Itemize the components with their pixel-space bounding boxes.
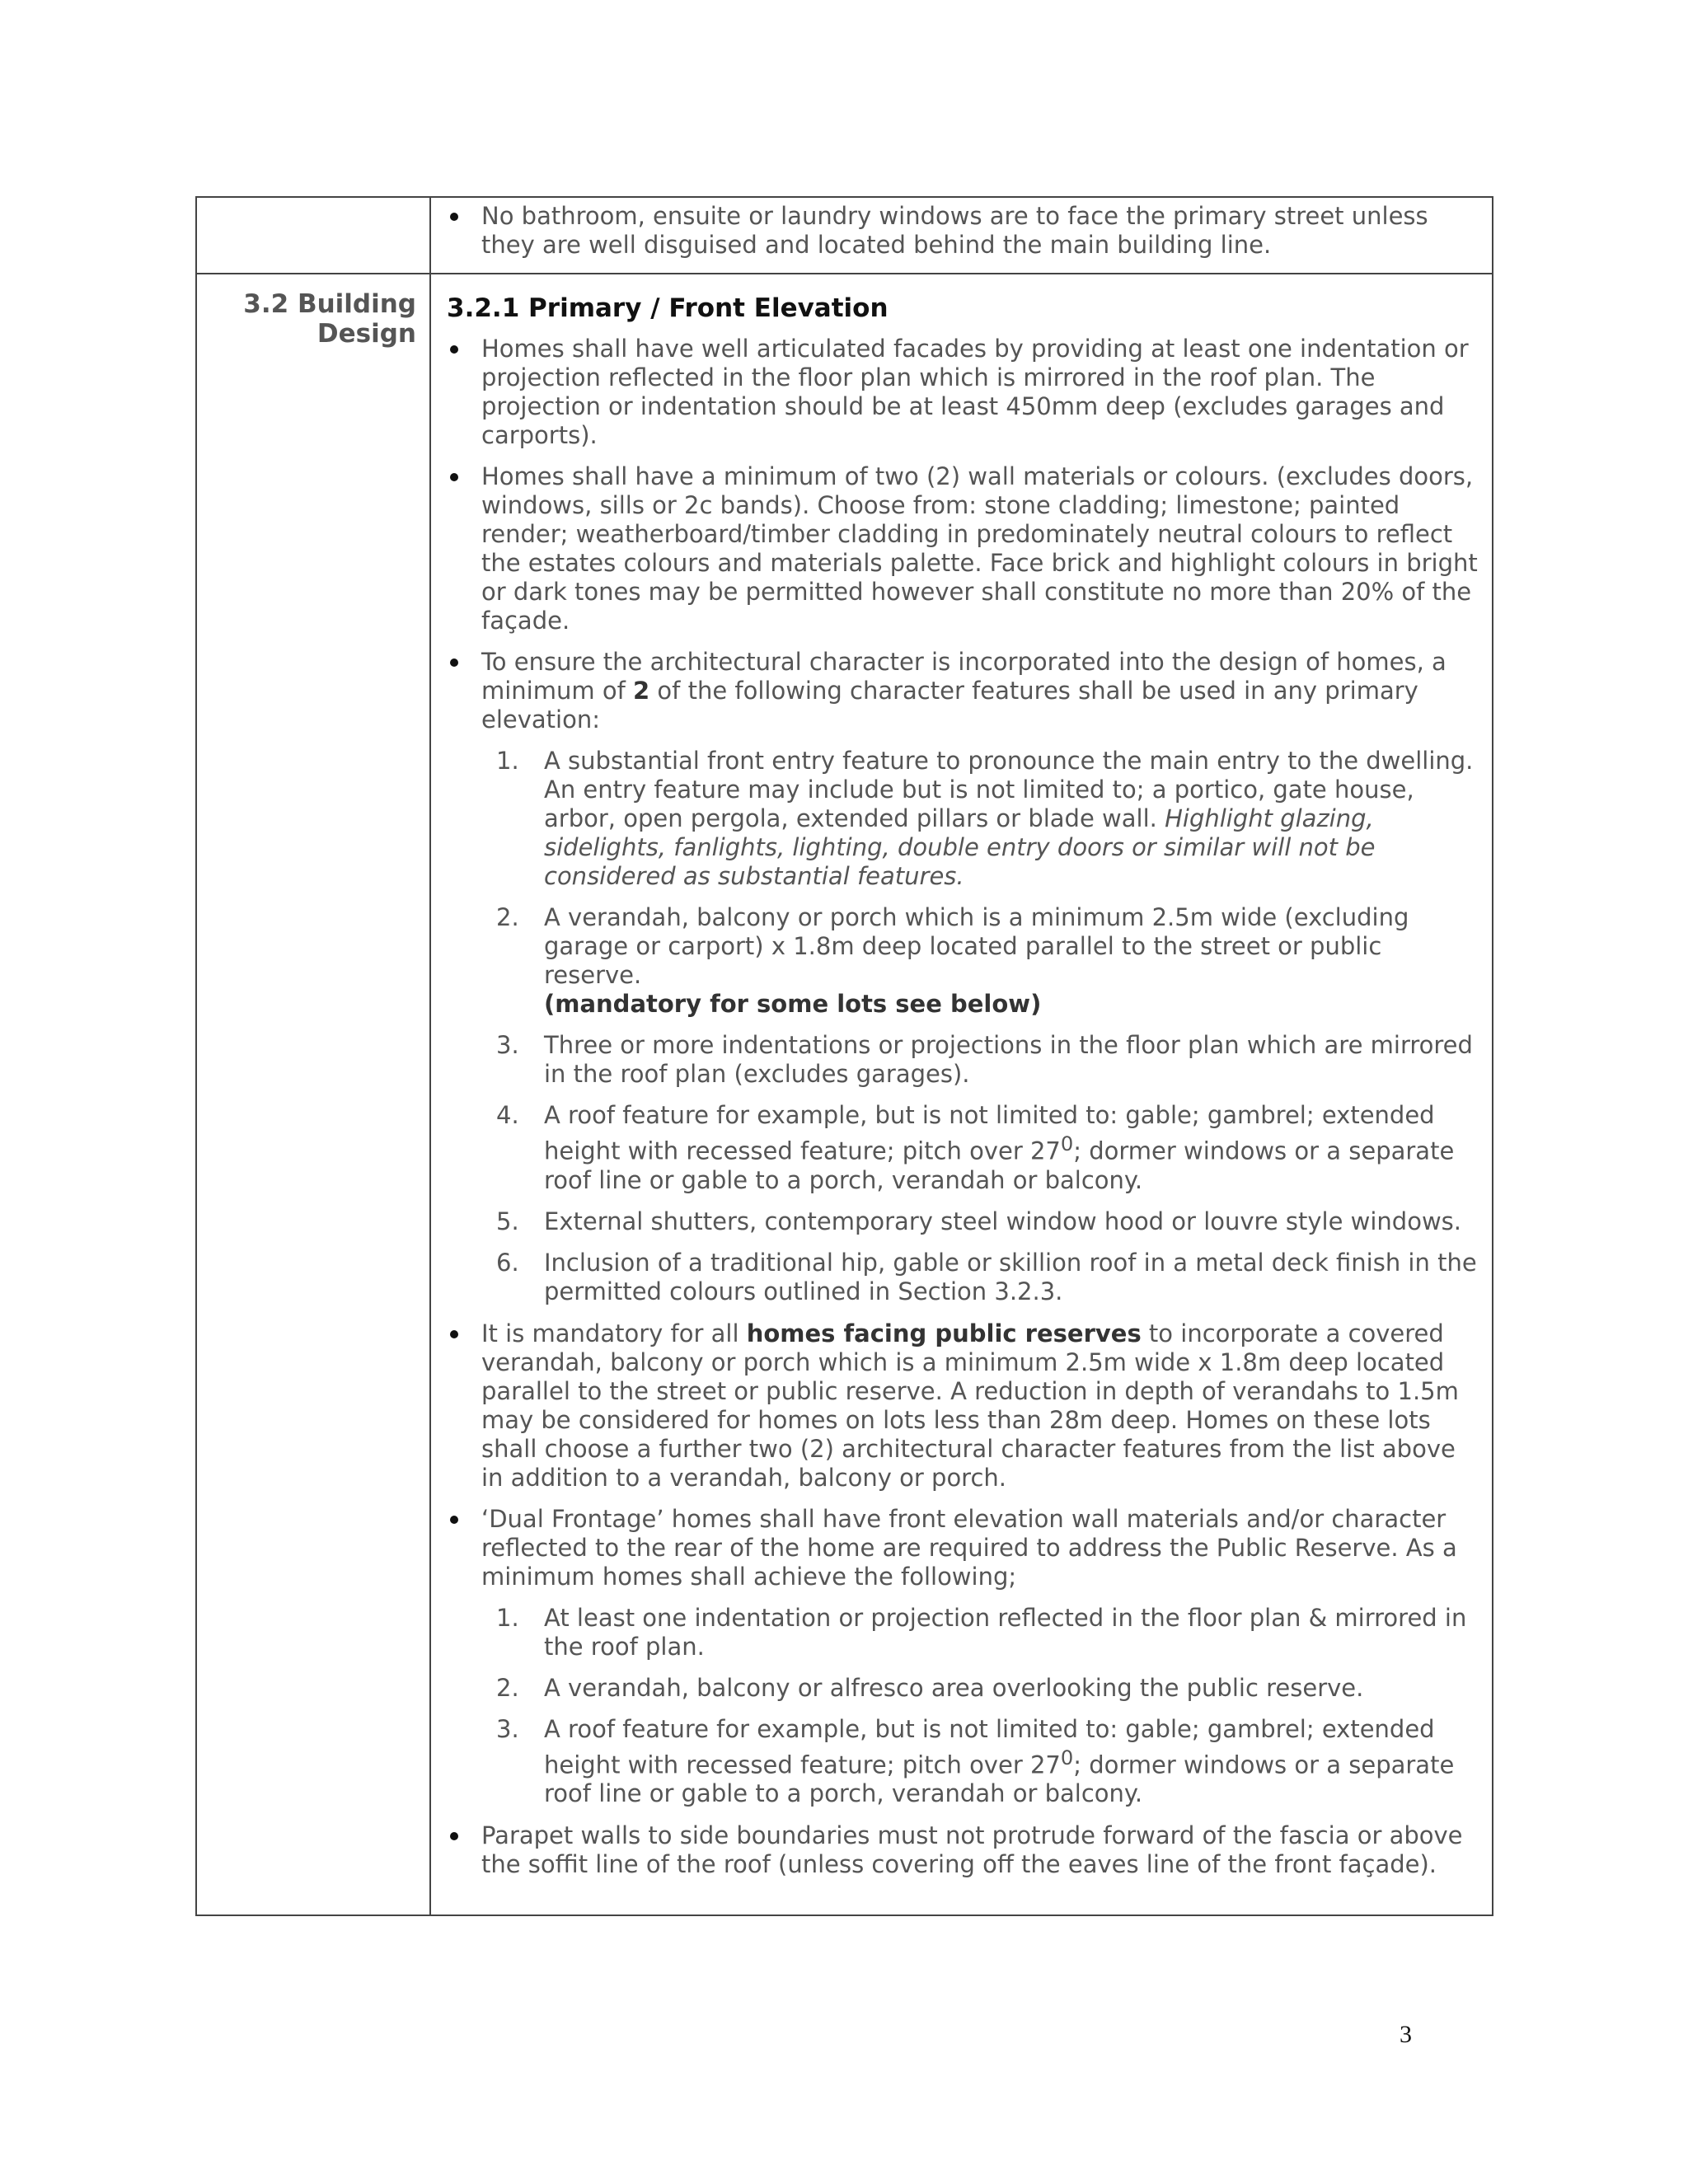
numbered-item	[447, 747, 1481, 891]
item-text: A verandah, balcony or porch which is a minimum 2.5m wide (excluding garage or carport) x 1.8m deep located parallel to the street or public reserve.	[544, 903, 1409, 989]
item-text: Inclusion of a traditional hip, gable or skillion roof in a metal deck finish in the permitted colours outlined in Section 3.2.3.	[544, 1248, 1477, 1305]
bullet-icon	[450, 1516, 458, 1524]
item-superscript: 0	[1060, 1746, 1074, 1769]
item-superscript: 0	[1060, 1132, 1074, 1155]
section-heading: 3.2.1 Primary / Front Elevation	[447, 293, 889, 323]
guidelines-table	[195, 196, 1493, 1916]
list-item	[447, 1319, 1481, 1493]
item-text-post: ; dormer windows or a separate roof line or gable to a porch, verandah or balcony.	[544, 1137, 1455, 1194]
item-number: 2.	[496, 1673, 519, 1702]
item-number: 6.	[496, 1248, 519, 1277]
bullet-text-pre: To ensure the architectural character is incorporated into the design of homes, a minimum of	[481, 648, 1447, 705]
item-number: 3.	[496, 1714, 519, 1743]
list-item	[447, 462, 1481, 635]
bullet-icon	[450, 1832, 458, 1840]
bullet-icon	[450, 213, 458, 221]
table-row	[196, 274, 1493, 1915]
section-label	[196, 274, 430, 1915]
section-label-line1: 3.2 Building	[243, 289, 416, 319]
section-label-line2: Design	[316, 319, 416, 349]
item-text-post: ; dormer windows or a separate roof line or gable to a porch, verandah or balcony.	[544, 1750, 1455, 1808]
item-text: A verandah, balcony or alfresco area overlooking the public reserve.	[544, 1673, 1364, 1702]
content-cell	[430, 274, 1493, 1915]
item-text-bold: (mandatory for some lots see below)	[544, 990, 1042, 1018]
bullet-text: Homes shall have a minimum of two (2) wall materials or colours. (excludes doors, windows, sills or 2c bands). Choose from: stone cladding; limestone; painted render; weatherboard/timber cladding in predominately neutral colours to reflect the estates colours and materials palette. Face brick and highlight colours in bright or dark tones may be permitted however shall constitute no more than 20% of the façade.	[481, 462, 1478, 635]
bullet-icon	[450, 473, 458, 481]
numbered-item	[447, 903, 1481, 1019]
item-text: A substantial front entry feature to pronounce the main entry to the dwelling. An entry feature may include but is not limited to; a portico, gate house, arbor, open pergola, extended pillars or blade wall.	[544, 747, 1474, 832]
bullet-icon	[450, 658, 458, 667]
list-item	[447, 648, 1481, 734]
numbered-item	[447, 1715, 1481, 1809]
numbered-item	[447, 1207, 1481, 1236]
numbered-item	[447, 1249, 1481, 1306]
item-number: 5.	[496, 1207, 519, 1235]
bullet-text-bold: homes facing public reserves	[746, 1319, 1142, 1347]
item-number: 1.	[496, 747, 519, 775]
label-cell-empty	[196, 197, 430, 274]
bullet-text: No bathroom, ensuite or laundry windows are to face the primary street unless they are well disguised and located behind the main building line.	[481, 202, 1428, 259]
numbered-item	[447, 1101, 1481, 1195]
numbered-item	[447, 1604, 1481, 1661]
item-text: At least one indentation or projection reflected in the floor plan & mirrored in the roof plan.	[544, 1603, 1467, 1661]
dual-frontage-list	[447, 1604, 1481, 1809]
bullet-text: Parapet walls to side boundaries must not protrude forward of the fascia or above the soffit line of the roof (unless covering off the eaves line of the front façade).	[481, 1821, 1463, 1879]
bullet-text: ‘Dual Frontage’ homes shall have front elevation wall materials and/or character reflected to the rear of the home are required to address the Public Reserve. As a minimum homes shall achieve the following;	[481, 1504, 1457, 1591]
item-number: 3.	[496, 1031, 519, 1059]
bullet-icon	[450, 345, 458, 354]
numbered-item	[447, 1031, 1481, 1089]
page-number: 3	[1400, 2021, 1412, 2048]
bullet-text-post: to incorporate a covered verandah, balcony or porch which is a minimum 2.5m wide x 1.8m deep located parallel to the street or public reserve. A reduction in depth of verandahs to 1.5m may be considered for homes on lots less than 28m deep. Homes on these lots shall choose a further two (2) architectural character features from the list above in addition to a verandah, balcony or porch.	[481, 1319, 1459, 1492]
item-number: 2.	[496, 903, 519, 931]
list-item	[447, 202, 1481, 260]
item-text-italic: Highlight glazing, sidelights, fanlights, lighting, double entry doors or similar will not be considered as substantial features.	[544, 804, 1376, 890]
item-text: Three or more indentations or projections in the floor plan which are mirrored in the roof plan (excludes garages).	[544, 1031, 1473, 1088]
list-item	[447, 335, 1481, 450]
bullet-text: Homes shall have well articulated facades by providing at least one indentation or projection reflected in the floor plan which is mirrored in the roof plan. The projection or indentation should be at least 450mm deep (excludes garages and carports).	[481, 335, 1469, 449]
bullet-text-bold: 2	[633, 677, 650, 705]
bullet-text-pre: It is mandatory for all	[481, 1319, 747, 1347]
list-item	[447, 1821, 1481, 1879]
table-row	[196, 197, 1493, 274]
character-features-list	[447, 747, 1481, 1306]
content-cell	[430, 197, 1493, 274]
bullet-text-post: of the following character features shall be used in any primary elevation:	[481, 677, 1418, 733]
list-item	[447, 1505, 1481, 1591]
numbered-item	[447, 1674, 1481, 1703]
item-number: 4.	[496, 1101, 519, 1129]
item-number: 1.	[496, 1603, 519, 1632]
item-text-pre: A roof feature for example, but is not limited to: gable; gambrel; extended height with recessed feature; pitch over 27	[544, 1101, 1435, 1165]
item-text: External shutters, contemporary steel window hood or louvre style windows.	[544, 1207, 1461, 1235]
bullet-icon	[450, 1330, 458, 1338]
item-text-pre: A roof feature for example, but is not limited to: gable; gambrel; extended height with recessed feature; pitch over 27	[544, 1714, 1435, 1779]
